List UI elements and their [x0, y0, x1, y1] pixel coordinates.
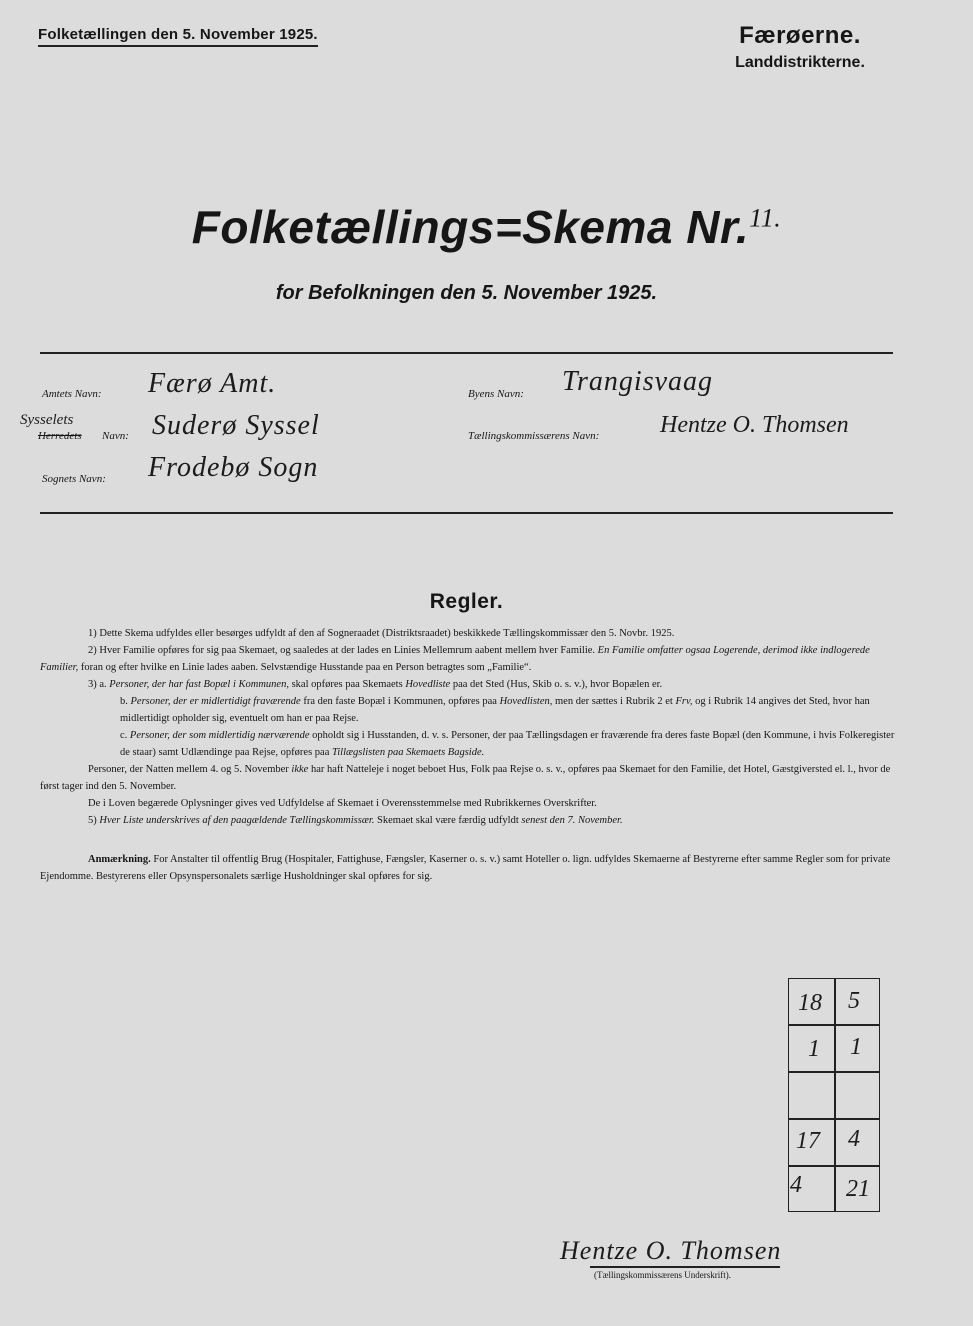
by-label: Byens Navn:: [468, 388, 524, 400]
tally-grid-divider: [834, 978, 836, 1212]
tally-cell: 17: [796, 1128, 820, 1154]
rule-3c: c. Personer, der som midlertidig nærværende opholdt sig i Husstanden, d. v. s. Personer, der paa Tællingsdagen er fraværende fra deres faste Bopæl (den Kommune, i hvis Folkeregister de staar) samt Udlændinge paa Rejse, opføres paa Tillægslisten paa Skemaets Bagside.: [120, 730, 895, 758]
rule-4: Personer, der Natten mellem 4. og 5. November ikke har haft Natteleje i noget beboet Hus, Folk paa Rejse o. s. v., opføres paa Skemaet for den Familie, det Hotel, Gæstgiversted el. l., hvor de først tager ind den 5. November.: [40, 764, 891, 792]
herred-correction: Sysselets: [20, 412, 74, 428]
amt-label: Amtets Navn:: [42, 388, 102, 400]
by-value: Trangisvaag: [562, 366, 714, 397]
herred-label-struck: Herredets: [38, 430, 82, 442]
tally-grid-row-line: [788, 1024, 880, 1026]
rule-3b: b. Personer, der er midlertidigt fraværende fra den faste Bopæl i Kommunen, opføres paa Hovedlisten, men der sættes i Rubrik 2 et Frv, og i Rubrik 14 angives det Sted, hvor han midlertidigt opholder sig, eventuelt om han er paa Rejse.: [120, 696, 870, 724]
census-date-header: Folketællingen den 5. November 1925.: [38, 26, 318, 47]
rules-heading: Regler.: [429, 590, 504, 613]
form-title-text: Folketællings=Skema Nr.: [191, 201, 750, 253]
amt-value: Færø Amt.: [148, 368, 277, 399]
form-number: 11.: [749, 203, 782, 233]
region-header: [700, 22, 900, 72]
tally-total-left: 4: [790, 1172, 802, 1198]
remark: Anmærkning. For Anstalter til offentlig Brug (Hospitaler, Fattighuse, Fængsler, Kaserner o. s. v.) samt Hoteller o. lign. udfyldes Skemaerne af Bestyrerne efter samme Regler som for private Ejendomme. Bestyrerens eller Opsynspersonalets særlige Husholdninger skal opføres for sig.: [40, 854, 891, 882]
rule-2: 2) Hver Familie opføres for sig paa Skemaet, og saaledes at der lades en Linies Mellemrum aabent mellem hver Familie. En Familie omfatter ogsaa Logerende, derimod ikke indlogerede Familier, foran og efter hvilke en Linie lades aaben. Selvstændige Husstande paa en Person betragtes som „Familie“.: [40, 645, 870, 673]
tally-cell: 5: [848, 988, 860, 1014]
top-divider: [40, 352, 893, 354]
rule-1: 1) Dette Skema udfyldes eller besørges udfyldt af den af Sogneraadet (Distriktsraadet) beskikkede Tællingskommissær den 5. Novbr. 1925.: [88, 628, 675, 639]
tally-grid-row-line: [788, 1118, 880, 1120]
herred-label: Navn:: [102, 430, 129, 442]
herred-value: Suderø Syssel: [152, 410, 320, 441]
rules-body: [40, 625, 898, 885]
signature-line: [590, 1266, 780, 1268]
sogn-label: Sognets Navn:: [42, 473, 106, 485]
tally-cell: 18: [798, 990, 822, 1016]
form-title: [0, 200, 973, 254]
region-name: Færøerne.: [739, 22, 861, 49]
bottom-divider: [40, 512, 893, 514]
tally-grid-row-line: [788, 1071, 880, 1073]
tally-cell: 1: [850, 1034, 862, 1060]
tally-cell: 1: [808, 1036, 820, 1062]
signature-caption: (Tællingskommissærens Underskrift).: [594, 1270, 731, 1280]
tally-grid-row-line: [788, 1165, 880, 1167]
tally-total-right: 21: [846, 1176, 870, 1202]
kommissaer-value: Hentze O. Thomsen: [660, 412, 849, 438]
sogn-value: Frodebø Sogn: [148, 452, 319, 483]
kommissaer-label: Tællingskommissærens Navn:: [468, 430, 600, 442]
rule-4-oplysninger: De i Loven begærede Oplysninger gives ved Udfyldelse af Skemaet i Overensstemmelse med Rubrikkernes Overskrifter.: [88, 798, 597, 809]
form-subtitle: for Befolkningen den 5. November 1925.: [275, 282, 658, 304]
tally-cell: 4: [848, 1126, 860, 1152]
district-name: Landdistrikterne.: [735, 54, 865, 71]
rule-3a: 3) a. Personer, der har fast Bopæl i Kommunen, skal opføres paa Skemaets Hovedliste paa det Sted (Hus, Skib o. s. v.), hvor Bopælen er.: [88, 679, 663, 690]
rule-5: 5) Hver Liste underskrives af den paagældende Tællingskommissær. Skemaet skal være færdig udfyldt senest den 7. November.: [88, 815, 623, 826]
commissioner-signature: Hentze O. Thomsen: [560, 1236, 782, 1265]
